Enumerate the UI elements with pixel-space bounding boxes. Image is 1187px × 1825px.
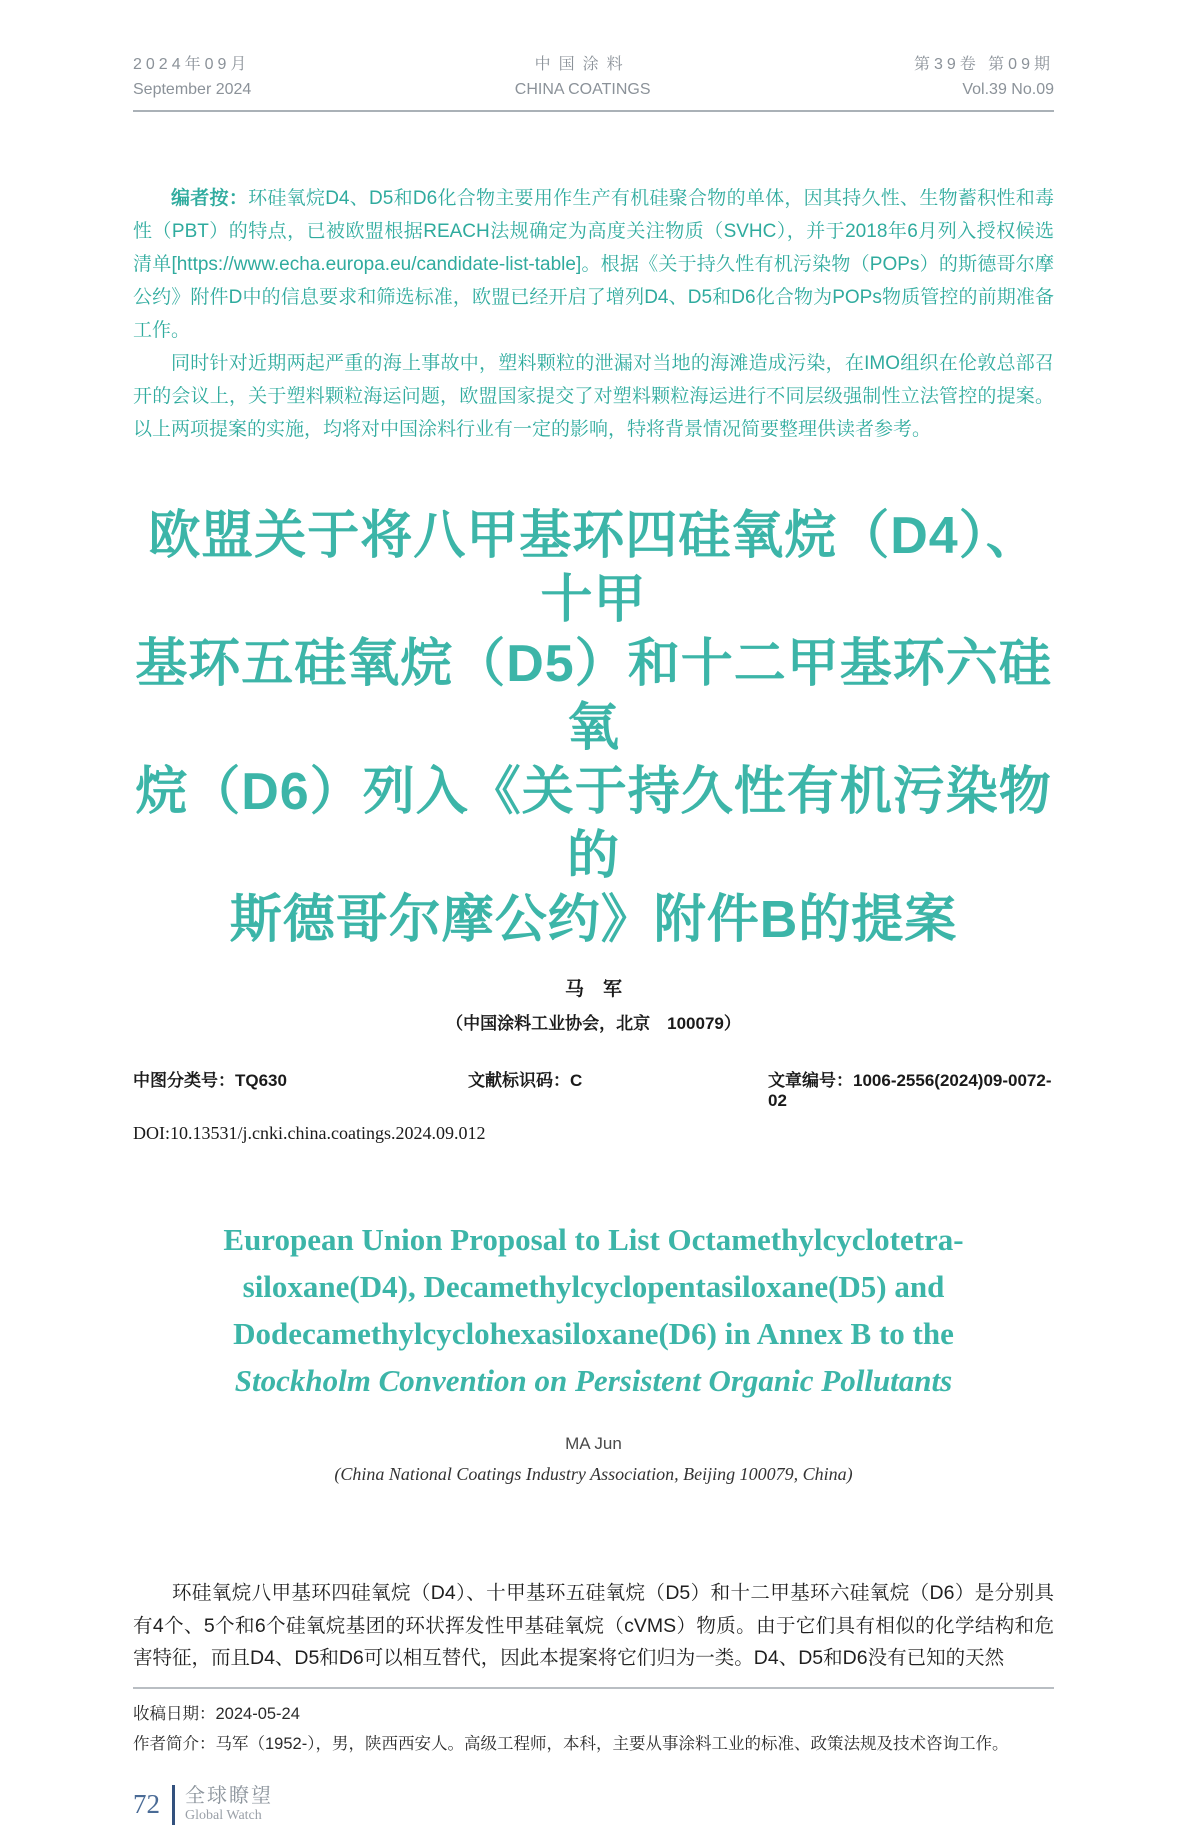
- header-journal-name: [515, 52, 651, 102]
- title-en-line-1: European Union Proposal to List Octamethylcyclotetra-: [223, 1222, 964, 1257]
- header-journal-en: CHINA COATINGS: [514, 81, 651, 98]
- title-en-line-2: siloxane(D4), Decamethylcyclopentasiloxane(D5) and: [242, 1269, 945, 1304]
- editor-note: [133, 182, 1054, 446]
- header-date-cn: 2024年09月: [133, 56, 251, 73]
- footer-divider-bar: [172, 1785, 175, 1825]
- article-title-cn: [133, 504, 1054, 952]
- editor-note-paragraph-2: 同时针对近期两起严重的海上事故中，塑料颗粒的泄漏对当地的海滩造成污染，在IMO组织在伦敦总部召开的会议上，关于塑料颗粒海运问题，欧盟国家提交了对塑料颗粒海运进行不同层级强制性立法管控的提案。以上两项提案的实施，均将对中国涂料行业有一定的影响，特将背景情况简要整理供读者参考。: [133, 353, 1054, 440]
- title-cn-line-2: 基环五硅氧烷（D5）和十二甲基环六硅氧: [135, 635, 1052, 757]
- meta-doi: DOI:10.13531/j.cnki.china.coatings.2024.09.012: [133, 1123, 486, 1143]
- editor-note-text-1: 环硅氧烷D4、D5和D6化合物主要用作生产有机硅聚合物的单体，因其持久性、生物蓄积性和毒性（PBT）的特点，已被欧盟根据REACH法规确定为高度关注物质（SVHC），并于2018年6月列入授权候选清单[https://www.echa.europa.eu/candidate-list-table]。根据《关于持久性有机污染物（POPs）的斯德哥尔摩公约》附件D中的信息要求和筛选标准，欧盟已经开启了增列D4、D5和D6化合物为POPs物质管控的前期准备工作。: [133, 188, 1054, 341]
- article-body: [133, 1577, 1054, 1675]
- body-paragraph-1: 环硅氧烷八甲基环四硅氧烷（D4）、十甲基环五硅氧烷（D5）和十二甲基环六硅氧烷（D6）是分别具有4个、5个和6个硅氧烷基团的环状挥发性甲基硅氧烷（cVMS）物质。由于它们具有相似的化学结构和危害特征，而且D4、D5和D6可以相互替代，因此本提案将它们归为一类。D4、D5和D6没有已知的天然: [133, 1582, 1054, 1669]
- footer-section: [185, 1785, 273, 1825]
- author-affiliation-en: (China National Coatings Industry Association, Beijing 100079, China): [334, 1464, 853, 1484]
- author-name-en: MA Jun: [565, 1434, 622, 1453]
- article-title-en: [133, 1216, 1054, 1404]
- footnote-author-bio: 作者简介：马军（1952-），男，陕西西安人。高级工程师，本科，主要从事涂料工业的标准、政策法规及技术咨询工作。: [133, 1734, 1009, 1753]
- page-number: 72: [133, 1789, 160, 1819]
- editor-note-paragraph-1: [133, 182, 1054, 347]
- title-en-line-4: Stockholm Convention on Persistent Organic Pollutants: [234, 1363, 953, 1398]
- header-journal-cn: 中国涂料: [534, 56, 631, 73]
- meta-document-code: 文献标识码：C: [468, 1071, 583, 1090]
- header-date: [133, 52, 251, 102]
- meta-article-id: 文章编号：1006-2556(2024)09-0072-02: [768, 1071, 1052, 1110]
- footer-section-en: Global Watch: [185, 1807, 262, 1823]
- journal-header: [133, 52, 1054, 112]
- header-date-en: September 2024: [133, 81, 252, 98]
- header-issue-en: Vol.39 No.09: [962, 81, 1054, 98]
- footnote-block: [133, 1687, 1054, 1759]
- title-cn-line-1: 欧盟关于将八甲基环四硅氧烷（D4）、十甲: [148, 507, 1039, 629]
- header-issue: [914, 52, 1054, 102]
- header-issue-cn: 第39卷 第09期: [913, 56, 1054, 73]
- author-name-cn: 马 军: [564, 979, 622, 1000]
- meta-clc-number: 中图分类号：TQ630: [133, 1071, 287, 1090]
- title-cn-line-3: 烷（D6）列入《关于持久性有机污染物的: [135, 763, 1052, 885]
- footnote-received-date: 收稿日期：2024-05-24: [133, 1704, 300, 1723]
- title-cn-line-4: 斯德哥尔摩公约》附件B的提案: [229, 891, 958, 949]
- editor-note-label: 编者按：: [171, 188, 249, 209]
- title-en-line-3: Dodecamethylcyclohexasiloxane(D6) in Annex B to the: [233, 1316, 954, 1351]
- article-meta-row: [133, 1066, 1054, 1111]
- page-footer: [133, 1785, 1054, 1825]
- footer-section-cn: 全球瞭望: [185, 1784, 273, 1807]
- author-affiliation-cn: （中国涂料工业协会，北京 100079）: [446, 1014, 741, 1033]
